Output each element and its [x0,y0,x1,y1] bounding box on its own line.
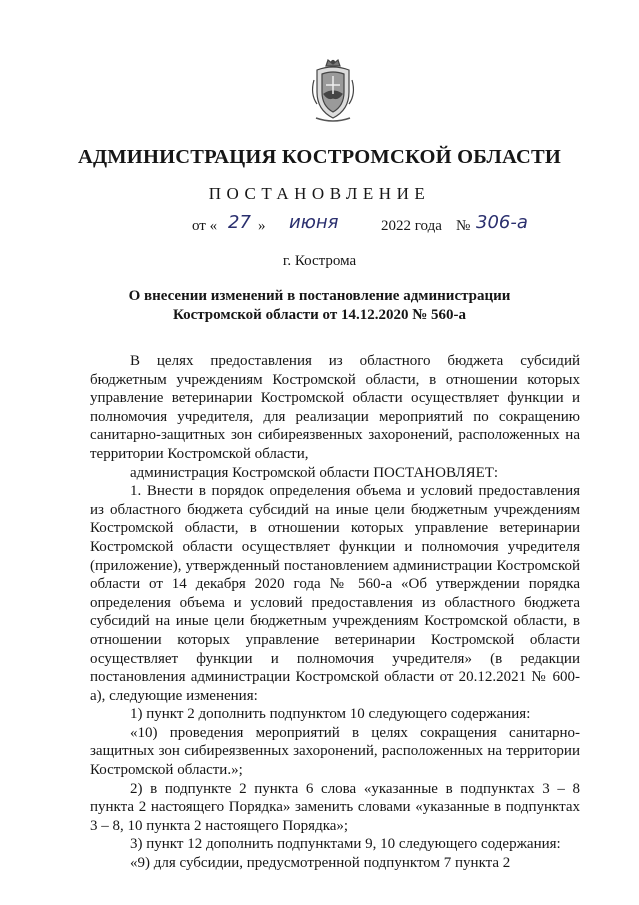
subclause-3-paragraph: 3) пункт 12 дополнить подпунктами 9, 10 следующего содержания: [130,836,561,853]
subclause-2-paragraph: 2) в подпункте 2 пункта 6 слова «указанные в подпунктах 3 – 8 пункта 2 настоящего Порядка» заменить словами «указанные в подпунктах 3 – 8, 10 пункта 2 настоящего Порядка»; [90,780,580,834]
clause-1-paragraph: 1. Внести в порядок определения объема и условий предоставления из областного бюджета субсидий на иные цели бюджетным учреждениям Костромской области, в отношении которых управление ветеринарии Костромской области осуществляет функции и полномочия учредителя (приложение), утвержденный постановлением администрации Костромской области от 14 декабря 2020 года № 560-а «Об утверждении порядка определения объема и условий предоставления из областного бюджета субсидий на иные цели бюджетным учреждениям Костромской области, в отношении которых управление ветеринарии Костромской области осуществляет функции и полномочия учредителя» (в редакции постановления администрации Костромской области от 20.12.2021 № 600-а), следующие изменения: [90,483,580,704]
subclause-1-text-paragraph: «10) проведения мероприятий в целях сокращения санитарно-защитных зон сибиреязвенных захоронений, расположенных на территории Костромской области.»; [90,724,580,779]
document-body [90,352,580,873]
coat-of-arms-emblem [308,58,358,124]
subclause-1-paragraph: 1) пункт 2 дополнить подпунктом 10 следующего содержания: [130,706,531,723]
organization-heading: АДМИНИСТРАЦИЯ КОСТРОМСКОЙ ОБЛАСТИ [77,146,562,168]
city-line: г. Кострома [282,253,357,269]
date-prefix: от « [192,218,218,234]
preamble-paragraph: В целях предоставления из областного бюджета субсидий бюджетным учреждениям Костромской области, в отношении которых управление ветеринарии Костромской области осуществляет функции и полномочия учредителя, для реализации мероприятий по сокращению санитарно-защитных зон сибиреязвенных захоронений, расположенных на территории Костромской области, [90,353,580,462]
document-title [0,287,639,325]
date-close-quote: » [258,218,266,234]
handwritten-day: 27 [228,212,251,233]
document-type-heading: ПОСТАНОВЛЕНИЕ [208,184,431,203]
handwritten-month: июня [289,212,339,233]
title-line-1: О внесении изменений в постановление администрации [128,288,511,304]
resolution-paragraph: администрация Костромской области ПОСТАНОВЛЯЕТ: [130,464,499,481]
number-sign: № [456,218,471,234]
subclause-3-text-paragraph: «9) для субсидии, предусмотренной подпунктом 7 пункта 2 [130,855,511,872]
title-line-2: Костромской области от 14.12.2020 № 560-а [172,307,467,323]
handwritten-number: 306-а [476,212,528,233]
date-year: 2022 года [381,218,442,234]
